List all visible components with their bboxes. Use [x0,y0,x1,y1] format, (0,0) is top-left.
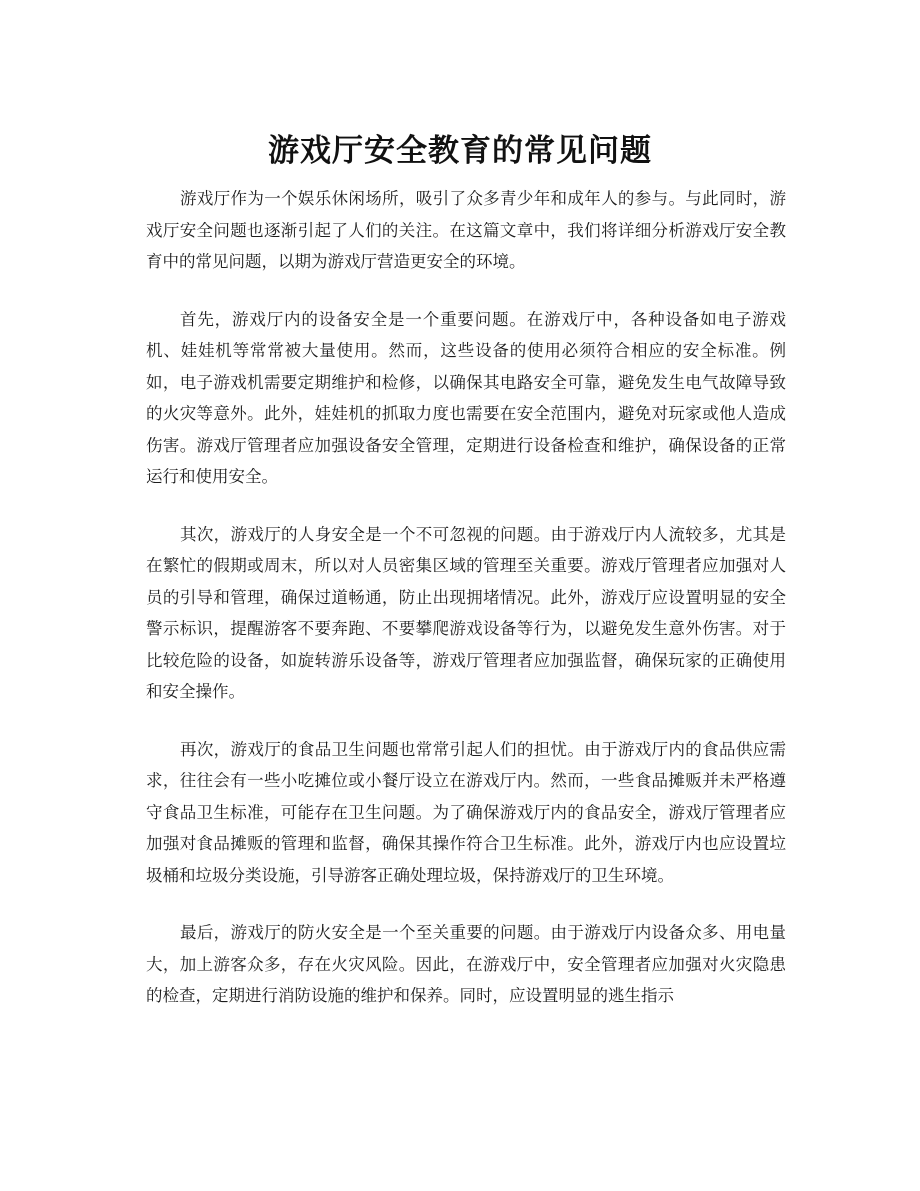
paragraph-fire-safety: 最后，游戏厅的防火安全是一个至关重要的问题。由于游戏厅内设备众多、用电量大，加上游客众多，存在火灾风险。因此，在游戏厅中，安全管理者应加强对火灾隐患的检查，定期进行消防设施的维护和保养。同时，应设置明显的逃生指示 [146,923,786,1005]
document-title: 游戏厅安全教育的常见问题 [268,132,652,169]
paragraph-food-hygiene: 再次，游戏厅的食品卫生问题也常常引起人们的担忧。由于游戏厅内的食品供应需求，往往会有一些小吃摊位或小餐厅设立在游戏厅内。然而，一些食品摊贩并未严格遵守食品卫生标准，可能存在卫生问题。为了确保游戏厅内的食品安全，游戏厅管理者应加强对食品摊贩的管理和监督，确保其操作符合卫生标准。此外，游戏厅内也应设置垃圾桶和垃圾分类设施，引导游客正确处理垃圾，保持游戏厅的卫生环境。 [146,739,786,885]
paragraph-equipment-safety: 首先，游戏厅内的设备安全是一个重要问题。在游戏厅中，各种设备如电子游戏机、娃娃机等常常被大量使用。然而，这些设备的使用必须符合相应的安全标准。例如，电子游戏机需要定期维护和检修，以确保其电路安全可靠，避免发生电气故障导致的火灾等意外。此外，娃娃机的抓取力度也需要在安全范围内，避免对玩家或他人造成伤害。游戏厅管理者应加强设备安全管理，定期进行设备检查和维护，确保设备的正常运行和使用安全。 [146,309,786,486]
document-body [146,183,786,1038]
paragraph-intro: 游戏厅作为一个娱乐休闲场所，吸引了众多青少年和成年人的参与。与此同时，游戏厅安全问题也逐渐引起了人们的关注。在这篇文章中，我们将详细分析游戏厅安全教育中的常见问题，以期为游戏厅营造更安全的环境。 [146,189,786,271]
paragraph-personal-safety: 其次，游戏厅的人身安全是一个不可忽视的问题。由于游戏厅内人流较多，尤其是在繁忙的假期或周末，所以对人员密集区域的管理至关重要。游戏厅管理者应加强对人员的引导和管理，确保过道畅通，防止出现拥堵情况。此外，游戏厅应设置明显的安全警示标识，提醒游客不要奔跑、不要攀爬游戏设备等行为，以避免发生意外伤害。对于比较危险的设备，如旋转游乐设备等，游戏厅管理者应加强监督，确保玩家的正确使用和安全操作。 [146,524,786,701]
